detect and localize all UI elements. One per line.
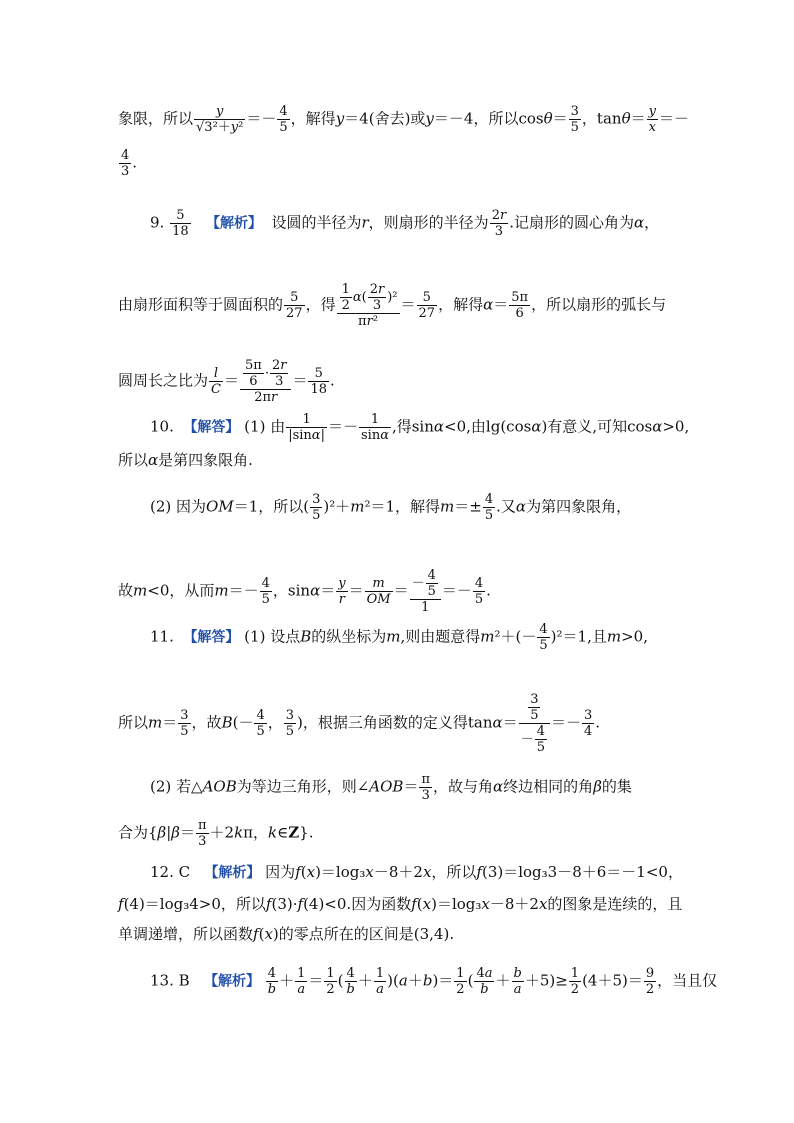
line-13: 合为{β|β＝ $\frac{\pi}{3}$ ＋2kπ，k∈Z}. bbox=[118, 818, 314, 849]
line-5: 圆周长之比为 $\frac{l}{C}$ ＝ $\frac{5\pi}{6}$ · $\frac{2r}{3}$ 2πr ＝ $\frac{5}{18}$ . bbox=[118, 358, 335, 405]
line-8: (2) 因为OM＝1，所以( $\frac{3}{5}$ )²＋m²＝1，解得m＝± $\frac{4}{5}$ .又α为第四象限角， bbox=[150, 492, 632, 523]
line-15: f(4)＝log₃4>0，所以f(3)·f(4)<0.因为函数f(x)＝log₃x－8＋2x的图象是连续的，且 bbox=[118, 895, 683, 913]
line-16: 单调递增，所以函数f(x)的零点所在的区间是(3,4). bbox=[118, 925, 455, 943]
line-9: 故m<0，从而m＝－ $\frac{4}{5}$ ，sinα＝ $\frac{y}{r}$ ＝ $\frac{m}{OM}$ ＝ － $\frac{4}{5}$ 1 ＝－ $\frac{4}{5}$ . bbox=[118, 568, 491, 615]
line-7: 所以α是第四象限角. bbox=[118, 451, 253, 469]
line-12: (2) 若△AOB为等边三角形，则∠AOB＝ $\frac{\pi}{3}$ ，故与角α终边相同的角β的集 bbox=[150, 772, 632, 803]
line-17: 13. B 【解析】 $\frac{4}{b}$ ＋ $\frac{1}{a}$ ＝ $\frac{1}{2}$ ( $\frac{4}{b}$ ＋ $\frac{1}{a}$ )(a＋b)＝ $\frac{1}{2}$ ( $\frac{4a}{b}$ ＋ $\frac{b}{a}$ ＋5)≥ $\frac{1}{2}$ (4＋5)＝ $\frac{9}{2}$ ，当且仅 bbox=[150, 966, 718, 997]
line-6: 10. 【解答】 (1) 由 $\frac{1}{|\sin\alpha|}$ ＝－ $\frac{1}{\sin\alpha}$ ,得sinα<0,由lg(cosα)有意义,可知cosα>0, bbox=[150, 412, 690, 443]
line-10: 11. 【解答】 (1) 设点B的纵坐标为m,则由题意得m²＋(－ $\frac{4}{5}$ )²＝1,且m>0, bbox=[150, 622, 648, 653]
line-11: 所以m＝ $\frac{3}{5}$ ，故B(－ $\frac{4}{5}$ ， $\frac{3}{5}$ )，根据三角函数的定义得tanα＝ $\frac{3}{5}$ － $\frac{4}{5}$ ＝－ $\frac{3}{4}$ . bbox=[118, 692, 601, 755]
line-1: 象限，所以 $\frac{y}{\text{√3²＋y²}}$ ＝－ $\frac{4}{5}$ ，解得y＝4(舍去)或y＝－4，所以cosθ＝ $\frac{3}{5}$ ，tanθ＝ $\frac{y}{x}$ ＝－ bbox=[118, 104, 689, 135]
line-3: 9. $\frac{5}{18}$ 【解析】 设圆的半径为r，则扇形的半径为 $\frac{2r}{3}$ .记扇形的圆心角为α， bbox=[150, 208, 660, 239]
line-4: 由扇形面积等于圆面积的 $\frac{5}{27}$ ，得 $\frac{1}{2}$ α( $\frac{2r}{3}$ )² πr² ＝ $\frac{5}{27}$ ，解得α＝ $\frac{5\pi}{6}$ ，所以扇形的弧长与 bbox=[118, 282, 667, 329]
analysis-tag: 【解析】 bbox=[205, 215, 262, 232]
line-2: $\frac{4}{3}$ . bbox=[121, 148, 138, 179]
line-14: 12. C 【解析】 因为f(x)＝log₃x－8＋2x，所以f(3)＝log₃3－8＋6＝－1<0， bbox=[150, 863, 683, 881]
